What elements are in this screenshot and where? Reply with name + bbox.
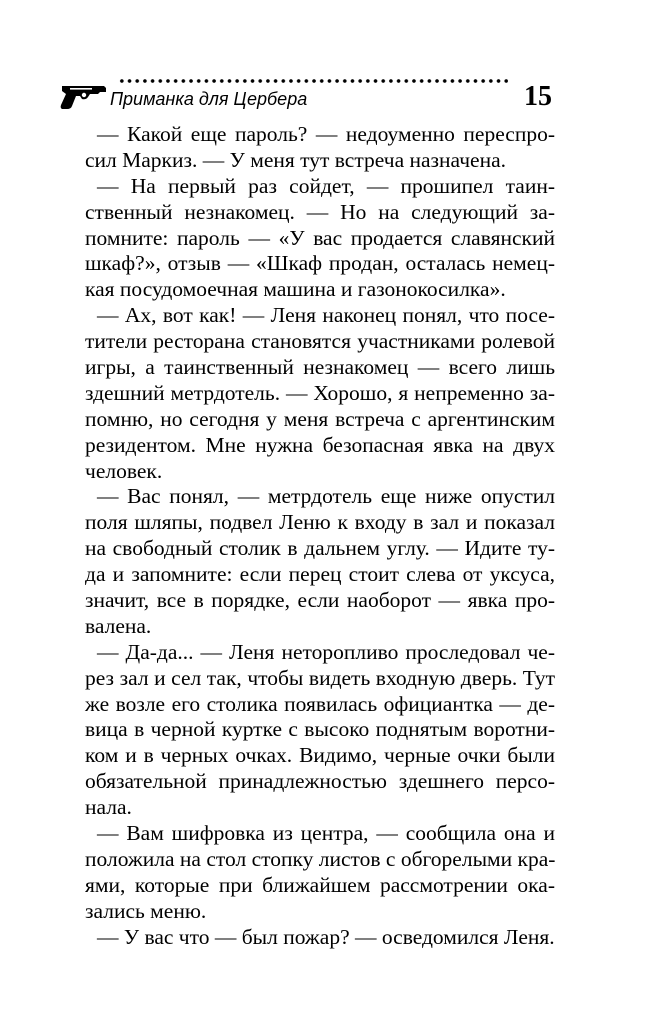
text-line: на свободный столик в дальнем углу. — Идите ту- bbox=[85, 536, 555, 561]
text-line: положила на стол стопку листов с обгорелыми кра- bbox=[85, 846, 556, 871]
text-line: обязательной принадлежностью здешнего персо- bbox=[85, 769, 555, 794]
text-line: — Вам шифровка из центра, — сообщила она и bbox=[97, 821, 555, 846]
text-line: — На первый раз сойдет, — прошипел таин- bbox=[97, 173, 555, 198]
text-line: рез зал и сел так, чтобы видеть входную дверь. Тут bbox=[85, 665, 555, 690]
text-line: поля шляпы, подвел Леню к входу в зал и показал bbox=[85, 510, 555, 535]
page-header bbox=[60, 76, 552, 116]
text-line: тители ресторана становятся участниками ролевой bbox=[85, 329, 555, 354]
text-line: ственный незнакомец. — Но на следующий за- bbox=[85, 199, 555, 224]
body-text bbox=[85, 122, 555, 951]
paragraph bbox=[85, 640, 555, 821]
text-line: — Ах, вот как! — Леня наконец понял, что посе- bbox=[97, 303, 555, 328]
text-line: игры, а таинственный незнакомец — всего лишь bbox=[85, 355, 555, 380]
paragraph bbox=[85, 821, 555, 925]
text-line: — У вас что — был пожар? — осведомился Леня. bbox=[97, 924, 555, 949]
text-line: нала. bbox=[85, 795, 132, 820]
text-line: — Да-да... — Леня неторопливо проследовал че- bbox=[97, 639, 555, 664]
text-line: сил Маркиз. — У меня тут встреча назначена. bbox=[85, 147, 507, 172]
text-line: же возле его столика появилась официантка — де- bbox=[85, 691, 555, 716]
paragraph bbox=[85, 174, 555, 303]
text-line: помните: пароль — «У вас продается славянский bbox=[85, 225, 555, 250]
revolver-icon bbox=[60, 84, 108, 110]
paragraph bbox=[85, 925, 555, 951]
running-title: Приманка для Цербера bbox=[110, 89, 308, 109]
text-line: ком и в черных очках. Видимо, черные очки были bbox=[85, 743, 555, 768]
text-line: здешний метрдотель. — Хорошо, я непременно за- bbox=[85, 380, 555, 405]
text-line: человек. bbox=[85, 458, 163, 483]
text-line: значит, все в порядке, если наоборот — явка про- bbox=[85, 588, 555, 613]
text-line: помню, но сегодня у меня встреча с аргентинским bbox=[85, 406, 555, 431]
text-line: — Какой еще пароль? — недоуменно переспро- bbox=[97, 122, 555, 146]
page-number: 15 bbox=[524, 81, 552, 112]
text-line: да и запомните: если перец стоит слева от уксуса, bbox=[85, 562, 555, 587]
text-line: ями, которые при ближайшем рассмотрении ока- bbox=[85, 872, 555, 897]
text-line: шкаф?», отзыв — «Шкаф продан, осталась немец- bbox=[85, 251, 555, 276]
header-dotted-rule bbox=[118, 76, 508, 86]
text-line: — Вас понял, — метрдотель еще ниже опустил bbox=[97, 484, 555, 509]
text-line: зались меню. bbox=[85, 898, 207, 923]
text-line: кая посудомоечная машина и газонокосилка». bbox=[85, 277, 506, 302]
paragraph bbox=[85, 122, 555, 174]
paragraph bbox=[85, 303, 555, 484]
text-line: валена. bbox=[85, 613, 152, 638]
text-line: вица в черной куртке с высоко поднятым воротни- bbox=[85, 717, 555, 742]
paragraph bbox=[85, 484, 555, 639]
text-line: резидентом. Мне нужна безопасная явка на двух bbox=[85, 432, 555, 457]
